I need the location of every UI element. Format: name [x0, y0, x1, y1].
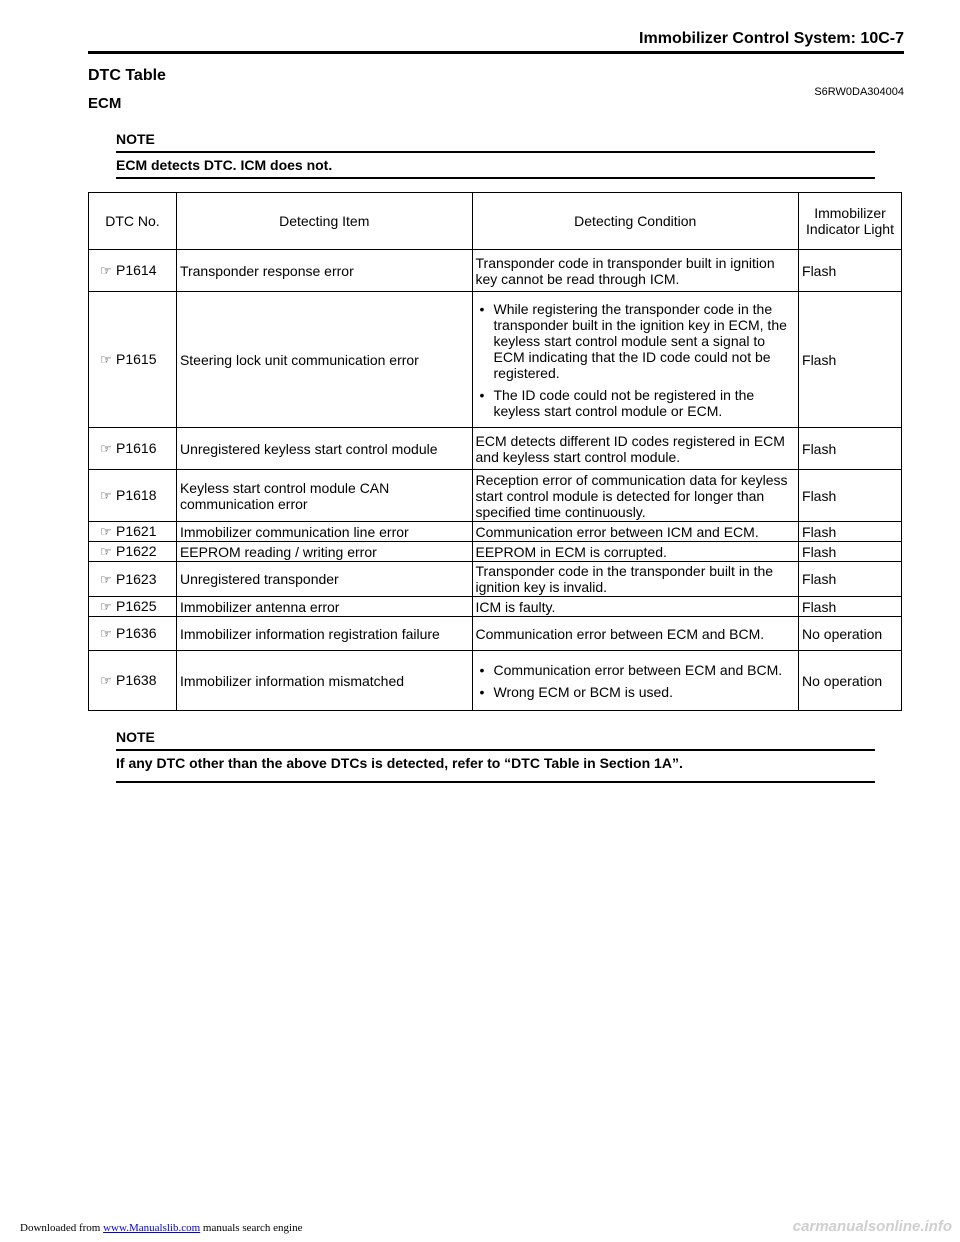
table-row	[89, 250, 902, 292]
table-body	[89, 250, 902, 711]
detecting-condition-cell: Communication error between ECM and BCM.	[472, 617, 799, 651]
note-block-bottom	[116, 727, 875, 783]
condition-bullet-item: • Communication error between ECM and BCM.	[476, 662, 796, 678]
detecting-item-cell: Keyless start control module CAN communication error	[176, 470, 472, 522]
dtc-code: P1614	[116, 262, 157, 278]
detecting-condition-cell: EEPROM in ECM is corrupted.	[472, 542, 799, 562]
dtc-code: P1623	[116, 570, 157, 587]
pointing-hand-icon[interactable]: ☞	[100, 599, 112, 614]
footer-suffix: manuals search engine	[200, 1222, 303, 1234]
dtc-table	[88, 192, 902, 711]
table-row	[89, 542, 902, 562]
header-title: Immobilizer Control System: 10C-7	[639, 30, 904, 47]
indicator-light-cell: Flash	[799, 470, 902, 522]
condition-bullet-item: • While registering the transponder code in the transponder built in the ignition key in ECM, the keyless start control module sent a signal to ECM indicating that the ID code could not be registered.	[476, 301, 796, 381]
note-label: NOTE	[116, 131, 155, 147]
dtc-code-cell	[89, 617, 177, 651]
header-detecting-item: Detecting Item	[176, 193, 472, 250]
detecting-condition-cell: ICM is faulty.	[472, 597, 799, 617]
indicator-light-cell: Flash	[799, 250, 902, 292]
table-row	[89, 562, 902, 597]
dtc-code: P1638	[116, 672, 157, 688]
pointing-hand-icon[interactable]: ☞	[100, 488, 112, 503]
pointing-hand-icon[interactable]: ☞	[100, 673, 112, 688]
table-row	[89, 651, 902, 711]
detecting-item-cell: Unregistered transponder	[176, 562, 472, 597]
indicator-light-cell: Flash	[799, 562, 902, 597]
detecting-condition-cell: Transponder code in transponder built in ignition key cannot be read through ICM.	[472, 250, 799, 292]
note-rule	[116, 177, 875, 179]
section-title: DTC Table	[88, 67, 166, 84]
dtc-code: P1621	[116, 523, 157, 539]
footer-link[interactable]: www.Manualslib.com	[103, 1222, 201, 1234]
footer	[20, 1222, 302, 1234]
detecting-condition-cell: Communication error between ICM and ECM.	[472, 522, 799, 542]
table-row	[89, 292, 902, 428]
dtc-code: P1618	[116, 487, 157, 503]
pointing-hand-icon[interactable]: ☞	[100, 352, 112, 367]
dtc-code-cell	[89, 428, 177, 470]
footer-prefix: Downloaded from	[20, 1222, 104, 1234]
dtc-code-cell	[89, 470, 177, 522]
dtc-code-cell	[89, 250, 177, 292]
dtc-code-cell	[89, 597, 177, 617]
dtc-code: P1615	[116, 351, 157, 367]
pointing-hand-icon[interactable]: ☞	[100, 524, 112, 539]
table-row	[89, 470, 902, 522]
dtc-code: P1622	[116, 543, 157, 559]
detecting-item-cell: Unregistered keyless start control module	[176, 428, 472, 470]
detecting-condition-cell	[472, 292, 799, 428]
table-row	[89, 522, 902, 542]
pointing-hand-icon[interactable]: ☞	[100, 571, 112, 587]
subsection-title: ECM	[88, 95, 122, 112]
table-row	[89, 428, 902, 470]
dtc-code: P1616	[116, 440, 157, 456]
dtc-code: P1625	[116, 598, 157, 614]
indicator-light-cell: Flash	[799, 542, 902, 562]
table-row	[89, 617, 902, 651]
detecting-item-cell: Immobilizer communication line error	[176, 522, 472, 542]
dtc-code-cell	[89, 651, 177, 711]
condition-bullet-list	[476, 662, 796, 700]
dtc-code: P1636	[116, 625, 157, 641]
pointing-hand-icon[interactable]: ☞	[100, 626, 112, 641]
indicator-light-cell: Flash	[799, 597, 902, 617]
pointing-hand-icon[interactable]: ☞	[100, 441, 112, 456]
detecting-item-cell: Immobilizer antenna error	[176, 597, 472, 617]
watermark: carmanualsonline.info	[792, 1218, 952, 1235]
note-rule	[116, 781, 875, 783]
condition-bullet-list	[476, 301, 796, 419]
indicator-light-cell: No operation	[799, 651, 902, 711]
section-code: S6RW0DA304004	[814, 86, 904, 98]
header-dtc-no: DTC No.	[89, 193, 177, 250]
dtc-code-cell	[89, 522, 177, 542]
pointing-hand-icon[interactable]: ☞	[100, 544, 112, 559]
detecting-item-cell: Immobilizer information registration failure	[176, 617, 472, 651]
detecting-item-cell: Steering lock unit communication error	[176, 292, 472, 428]
condition-bullet-item: • Wrong ECM or BCM is used.	[476, 684, 796, 700]
indicator-light-cell: Flash	[799, 522, 902, 542]
dtc-code-cell	[89, 562, 177, 597]
detecting-condition-cell: ECM detects different ID codes registered in ECM and keyless start control module.	[472, 428, 799, 470]
detecting-item-cell: EEPROM reading / writing error	[176, 542, 472, 562]
note-text: ECM detects DTC. ICM does not.	[116, 157, 333, 173]
header-rule	[88, 51, 904, 54]
header-detecting-condition: Detecting Condition	[472, 193, 799, 250]
condition-bullet-item: • The ID code could not be registered in the keyless start control module or ECM.	[476, 387, 796, 419]
indicator-light-cell: No operation	[799, 617, 902, 651]
table-header-row	[89, 193, 902, 250]
note-block-top	[116, 129, 875, 179]
indicator-light-cell: Flash	[799, 292, 902, 428]
note-label: NOTE	[116, 729, 155, 745]
dtc-code-cell	[89, 292, 177, 428]
detecting-item-cell: Transponder response error	[176, 250, 472, 292]
detecting-condition-cell: Reception error of communication data for keyless start control module is detected for longer than specified time continuously.	[472, 470, 799, 522]
detecting-condition-cell	[472, 651, 799, 711]
detecting-condition-cell: Transponder code in the transponder built in the ignition key is invalid.	[472, 562, 799, 597]
table-row	[89, 597, 902, 617]
header-indicator-light: Immobilizer Indicator Light	[799, 193, 902, 250]
pointing-hand-icon[interactable]: ☞	[100, 263, 112, 278]
detecting-item-cell: Immobilizer information mismatched	[176, 651, 472, 711]
note-text: If any DTC other than the above DTCs is detected, refer to “DTC Table in Section 1A”.	[116, 755, 683, 771]
indicator-light-cell: Flash	[799, 428, 902, 470]
page-header	[88, 30, 904, 50]
dtc-code-cell	[89, 542, 177, 562]
